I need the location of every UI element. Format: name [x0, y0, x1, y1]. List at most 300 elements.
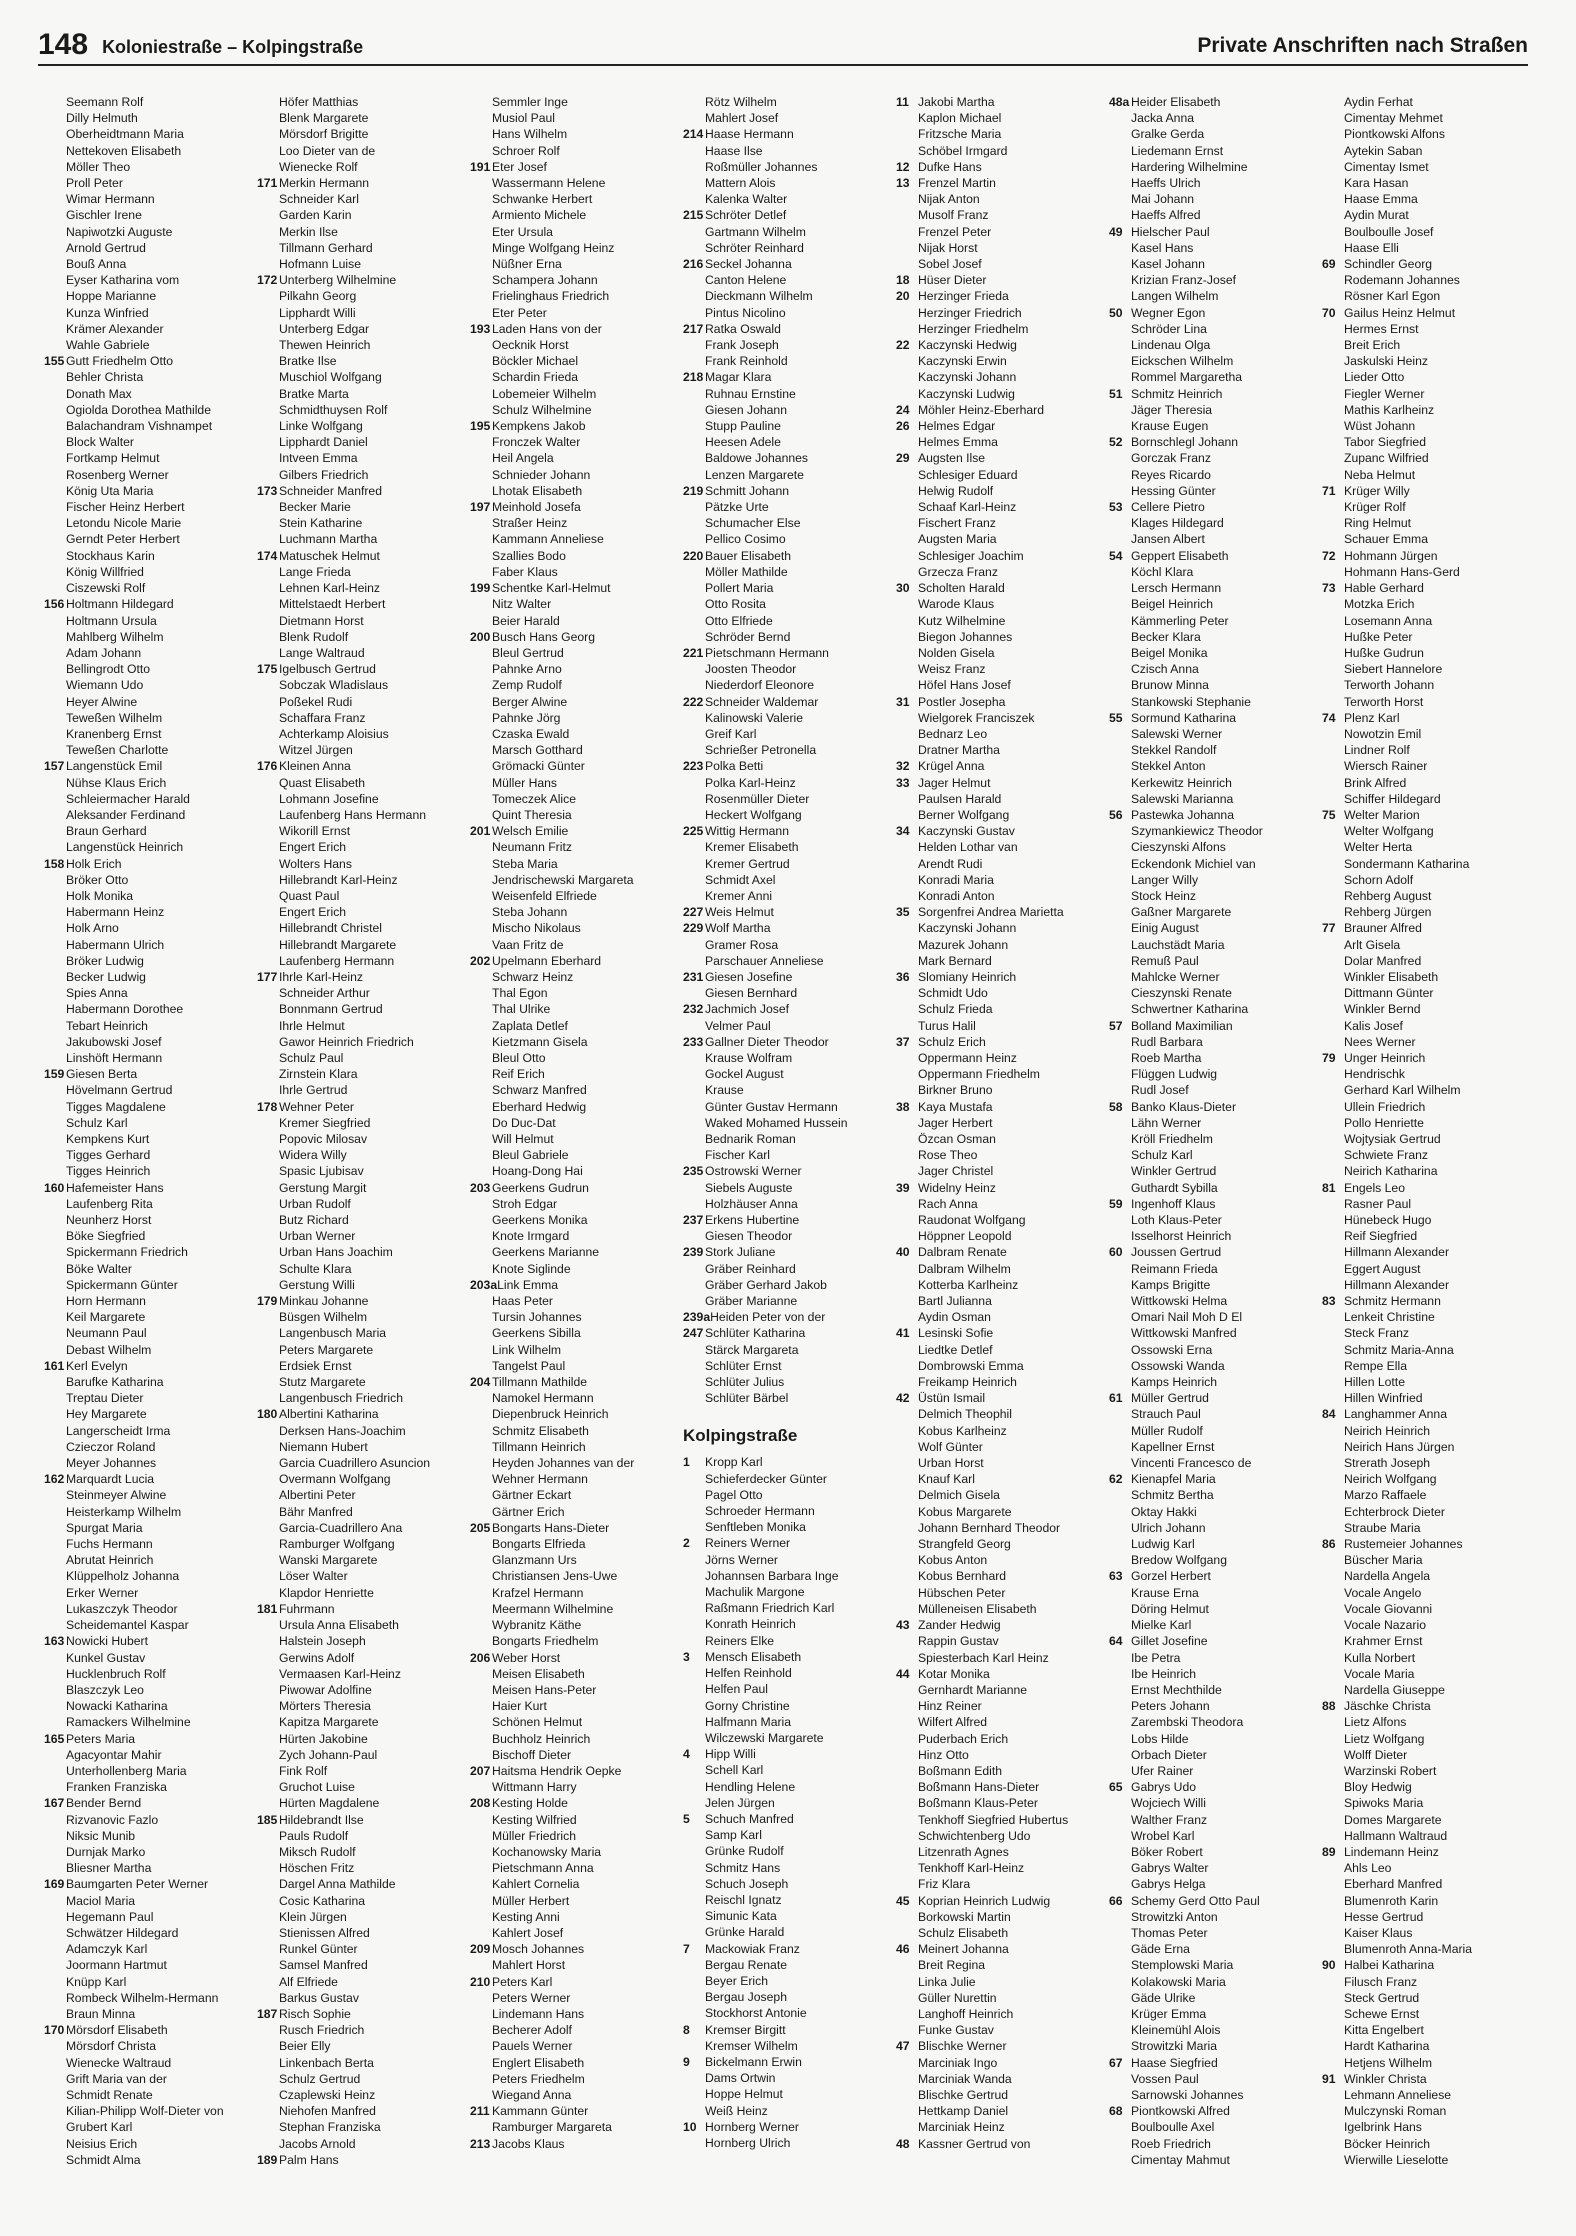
resident-name: Mörsdorf Brigitte	[279, 127, 369, 142]
resident-name: Link Emma	[497, 1277, 559, 1292]
resident-entry	[470, 726, 683, 742]
resident-entry	[1322, 1293, 1534, 1309]
resident-entry	[683, 2103, 896, 2119]
resident-name: Hüser Dieter	[918, 273, 987, 288]
house-number: 219	[683, 483, 704, 498]
resident-name: Scholten Harald	[918, 581, 1005, 596]
resident-entry	[44, 1536, 257, 1552]
resident-name: Vocale Nazario	[1344, 1618, 1426, 1633]
resident-entry	[1322, 1099, 1534, 1115]
resident-name: Holtmann Ursula	[66, 613, 157, 628]
resident-entry	[44, 1325, 257, 1341]
resident-name: Rötz Wilhelm	[705, 95, 777, 109]
resident-name: Neirich Katharina	[1344, 1164, 1438, 1179]
resident-entry	[1322, 256, 1534, 272]
house-number: 201	[470, 824, 491, 839]
resident-entry	[470, 1795, 683, 1811]
resident-name: Risch Sophie	[279, 2006, 351, 2021]
resident-entry	[896, 629, 1109, 645]
resident-name: Dargel Anna Mathilde	[279, 1877, 396, 1892]
resident-name: Jacobs Arnold	[279, 2136, 356, 2151]
resident-name: Langenstück Emil	[66, 759, 163, 774]
resident-name: Schmidt Axel	[705, 872, 776, 887]
directory-column	[683, 94, 896, 2224]
resident-entry	[1322, 613, 1534, 629]
resident-name: Jelen Jürgen	[705, 1795, 775, 1810]
resident-name: Piontkowski Alfred	[1131, 2104, 1230, 2119]
resident-name: Bongarts Hans-Dieter	[492, 1520, 610, 1535]
resident-name: Schmitt Johann	[705, 483, 790, 498]
resident-entry	[896, 386, 1109, 402]
resident-entry	[683, 159, 896, 175]
resident-entry	[896, 207, 1109, 223]
resident-name: Postler Josepha	[918, 694, 1006, 709]
resident-entry	[44, 710, 257, 726]
resident-entry	[44, 1374, 257, 1390]
resident-name: Behler Christa	[66, 370, 144, 385]
resident-entry	[44, 888, 257, 904]
resident-name: Boulboulle Josef	[1344, 224, 1434, 239]
resident-name: Jakubowski Josef	[66, 1034, 162, 1049]
house-number: 65	[1109, 1780, 1123, 1795]
house-number: 3	[683, 1649, 690, 1664]
resident-name: Johannsen Barbara Inge	[705, 1568, 839, 1583]
resident-name: Kremser Birgitt	[705, 2022, 786, 2037]
resident-name: Engert Erich	[279, 905, 347, 920]
resident-entry	[896, 402, 1109, 418]
resident-name: Mosch Johannes	[492, 1942, 585, 1957]
resident-name: Proll Peter	[66, 176, 123, 191]
resident-entry	[683, 1163, 896, 1179]
resident-name: Hable Gerhard	[1344, 581, 1424, 596]
resident-entry	[257, 1650, 470, 1666]
resident-name: Kietzmann Gisela	[492, 1034, 588, 1049]
resident-entry	[683, 434, 896, 450]
house-number: 45	[896, 1893, 910, 1908]
resident-name: Blischke Werner	[918, 2039, 1007, 2054]
resident-entry	[896, 1099, 1109, 1115]
resident-name: Unterberg Edgar	[279, 321, 370, 336]
resident-entry	[683, 1600, 896, 1616]
resident-name: Winkler Bernd	[1344, 1002, 1421, 1017]
resident-name: Kerkewitz Heinrich	[1131, 775, 1232, 790]
resident-entry	[44, 2103, 257, 2119]
resident-entry	[1109, 677, 1322, 693]
resident-entry	[470, 1617, 683, 1633]
house-number: 48a	[1109, 95, 1130, 109]
resident-entry	[1322, 1763, 1534, 1779]
resident-name: Wolf Martha	[705, 921, 771, 936]
resident-name: Güller Nurettin	[918, 1990, 997, 2005]
resident-entry	[470, 1180, 683, 1196]
house-number: 88	[1322, 1699, 1336, 1714]
resident-entry	[683, 1196, 896, 1212]
resident-entry	[1109, 1001, 1322, 1017]
resident-entry	[896, 1293, 1109, 1309]
resident-name: Wienecke Waltraud	[66, 2055, 172, 2070]
resident-entry	[1322, 2136, 1534, 2152]
resident-entry	[1109, 1325, 1322, 1341]
house-number: 217	[683, 321, 704, 336]
resident-entry	[1109, 1828, 1322, 1844]
resident-entry	[683, 1277, 896, 1293]
resident-name: Rusch Friedrich	[279, 2023, 365, 2038]
resident-name: Laufenberg Hans Hermann	[279, 807, 427, 822]
resident-entry	[896, 1487, 1109, 1503]
resident-name: Bickelmann Erwin	[705, 2054, 802, 2069]
resident-entry	[683, 207, 896, 223]
resident-entry	[683, 1228, 896, 1244]
resident-name: Dittmann Günter	[1344, 986, 1434, 1001]
resident-name: Beyer Erich	[705, 1973, 768, 1988]
resident-entry	[1322, 564, 1534, 580]
resident-name: Rasner Paul	[1344, 1196, 1412, 1211]
resident-entry	[470, 1374, 683, 1390]
resident-entry	[896, 256, 1109, 272]
resident-name: Meinert Johanna	[918, 1942, 1009, 1957]
resident-entry	[44, 1001, 257, 1017]
resident-name: Spurgat Maria	[66, 1520, 143, 1535]
resident-entry	[257, 1406, 470, 1422]
resident-entry	[683, 1957, 896, 1973]
resident-entry	[44, 531, 257, 547]
resident-name: Lersch Hermann	[1131, 581, 1222, 596]
house-number: 225	[683, 824, 704, 839]
resident-name: Grömacki Günter	[492, 759, 585, 774]
resident-name: Özcan Osman	[918, 1132, 996, 1146]
resident-name: Spiesterbach Karl Heinz	[918, 1650, 1049, 1665]
resident-name: Bleul Gabriele	[492, 1148, 569, 1163]
resident-name: Terworth Horst	[1344, 694, 1424, 709]
resident-entry	[257, 920, 470, 936]
resident-entry	[1322, 904, 1534, 920]
resident-entry	[896, 175, 1109, 191]
resident-entry	[1109, 807, 1322, 823]
resident-entry	[683, 337, 896, 353]
resident-name: Adam Johann	[66, 645, 142, 660]
resident-entry	[683, 1989, 896, 2005]
resident-name: Eggert August	[1344, 1261, 1421, 1276]
house-number: 205	[470, 1520, 491, 1535]
resident-entry	[44, 434, 257, 450]
resident-name: Quast Paul	[279, 888, 340, 903]
resident-name: Holtmann Hildegard	[66, 597, 174, 612]
resident-name: Rizvanovic Fazlo	[66, 1812, 159, 1827]
resident-name: Wiemann Udo	[66, 678, 144, 693]
resident-name: Müller Hans	[492, 775, 558, 790]
resident-name: Zemp Rudolf	[492, 678, 562, 693]
resident-entry	[896, 888, 1109, 904]
resident-name: Waked Mohamed Hussein	[705, 1115, 848, 1130]
resident-entry	[896, 1552, 1109, 1568]
resident-name: Bauer Elisabeth	[705, 548, 792, 563]
resident-name: Schmidt Renate	[66, 2087, 153, 2102]
resident-name: Barufke Katharina	[66, 1375, 164, 1390]
house-number: 22	[896, 338, 910, 353]
resident-entry	[896, 1455, 1109, 1471]
resident-entry	[1322, 1325, 1534, 1341]
resident-entry	[683, 1746, 896, 1762]
resident-entry	[683, 742, 896, 758]
resident-entry	[1109, 1536, 1322, 1552]
resident-entry	[44, 694, 257, 710]
resident-name: Wikorill Ernst	[279, 824, 351, 839]
resident-name: Weber Horst	[492, 1650, 561, 1665]
resident-entry	[896, 1876, 1109, 1892]
resident-entry	[257, 515, 470, 531]
resident-entry	[470, 402, 683, 418]
resident-entry	[896, 1180, 1109, 1196]
resident-entry	[470, 483, 683, 499]
resident-name: Neirich Hans Jürgen	[1344, 1439, 1455, 1454]
resident-name: Lobs Hilde	[1131, 1731, 1189, 1746]
house-number: 175	[257, 662, 278, 677]
resident-name: Roßmüller Johannes	[705, 159, 818, 174]
resident-name: Upelmann Eberhard	[492, 953, 602, 968]
resident-entry	[257, 305, 470, 321]
resident-entry	[1109, 515, 1322, 531]
resident-entry	[470, 1293, 683, 1309]
resident-name: Velmer Paul	[705, 1018, 771, 1033]
resident-name: Heider Elisabeth	[1131, 95, 1221, 109]
resident-entry	[683, 969, 896, 985]
resident-entry	[470, 694, 683, 710]
resident-entry	[683, 645, 896, 661]
resident-name: Welsch Emilie	[492, 824, 569, 839]
resident-entry	[257, 1196, 470, 1212]
resident-entry	[896, 645, 1109, 661]
resident-entry	[257, 548, 470, 564]
resident-entry	[683, 483, 896, 499]
resident-name: Nowicki Hubert	[66, 1634, 148, 1649]
house-number: 200	[470, 629, 491, 644]
resident-name: Link Wilhelm	[492, 1342, 562, 1357]
resident-entry	[1322, 1876, 1534, 1892]
resident-name: Ulrich Johann	[1131, 1520, 1206, 1535]
resident-entry	[1109, 2055, 1322, 2071]
resident-entry	[470, 434, 683, 450]
resident-name: Will Helmut	[492, 1132, 554, 1146]
resident-name: Koprian Heinrich Ludwig	[918, 1893, 1051, 1908]
resident-name: Arnold Gertrud	[66, 240, 146, 255]
resident-name: Dratner Martha	[918, 743, 1000, 758]
resident-name: Gräber Reinhard	[705, 1261, 796, 1276]
resident-entry	[1109, 1309, 1322, 1325]
resident-name: Gorzel Herbert	[1131, 1569, 1211, 1584]
house-number: 31	[896, 694, 910, 709]
resident-name: Fritzsche Maria	[918, 127, 1002, 142]
resident-entry	[257, 1050, 470, 1066]
resident-entry	[1109, 1617, 1322, 1633]
resident-name: Kamps Heinrich	[1131, 1375, 1218, 1390]
resident-entry	[896, 580, 1109, 596]
resident-entry	[257, 2103, 470, 2119]
resident-entry	[470, 207, 683, 223]
resident-entry	[44, 1698, 257, 1714]
resident-entry	[470, 969, 683, 985]
resident-name: Helden Lothar van	[918, 840, 1018, 855]
resident-name: Kasel Hans	[1131, 240, 1194, 255]
resident-entry	[1109, 1244, 1322, 1260]
resident-name: Habermann Heinz	[66, 905, 165, 920]
resident-name: Tursin Johannes	[492, 1310, 582, 1325]
resident-entry	[1109, 369, 1322, 385]
resident-entry	[470, 386, 683, 402]
resident-name: Walther Franz	[1131, 1812, 1208, 1827]
resident-name: Ibe Heinrich	[1131, 1666, 1197, 1681]
house-number: 4	[683, 1747, 690, 1762]
house-number: 176	[257, 759, 278, 774]
resident-name: Nardella Angela	[1344, 1569, 1431, 1584]
resident-entry	[683, 2005, 896, 2021]
resident-name: Popovic Milosav	[279, 1132, 368, 1146]
resident-name: Helmes Emma	[918, 435, 998, 450]
resident-entry	[470, 580, 683, 596]
resident-entry	[44, 159, 257, 175]
resident-name: Ihrle Gertrud	[279, 1083, 348, 1098]
resident-entry	[1109, 920, 1322, 936]
resident-entry	[1322, 1552, 1534, 1568]
resident-entry	[257, 1568, 470, 1584]
resident-name: Strangfeld Georg	[918, 1537, 1011, 1552]
resident-entry	[470, 1358, 683, 1374]
resident-name: Mahlert Horst	[492, 1958, 566, 1973]
resident-name: Frank Reinhold	[705, 354, 788, 369]
resident-entry	[1109, 937, 1322, 953]
resident-entry	[1322, 742, 1534, 758]
resident-name: Quint Theresia	[492, 807, 572, 822]
resident-name: Wybranitz Käthe	[492, 1618, 582, 1633]
resident-entry	[470, 1342, 683, 1358]
resident-entry	[896, 1650, 1109, 1666]
resident-entry	[683, 758, 896, 774]
resident-entry	[683, 1293, 896, 1309]
resident-name: Krüger Emma	[1131, 2006, 1207, 2021]
resident-name: Hillmann Alexander	[1344, 1277, 1450, 1292]
resident-entry	[1109, 2103, 1322, 2119]
resident-name: Igelbrink Hans	[1344, 2120, 1422, 2135]
resident-name: Linka Julie	[918, 1974, 976, 1989]
resident-entry	[44, 1342, 257, 1358]
resident-name: Jacka Anna	[1131, 111, 1195, 126]
resident-entry	[470, 175, 683, 191]
resident-name: Eter Peter	[492, 305, 547, 320]
resident-entry	[257, 1487, 470, 1503]
resident-name: Simunic Kata	[705, 1909, 777, 1924]
resident-entry	[1322, 1941, 1534, 1957]
resident-entry	[896, 1957, 1109, 1973]
resident-entry	[1322, 240, 1534, 256]
resident-entry	[896, 2119, 1109, 2135]
resident-entry	[683, 888, 896, 904]
resident-entry	[1322, 434, 1534, 450]
resident-name: Langhammer Anna	[1344, 1407, 1447, 1422]
resident-entry	[1322, 1455, 1534, 1471]
resident-name: Schiffer Hildegard	[1344, 791, 1441, 806]
resident-name: Knüpp Karl	[66, 1974, 127, 1989]
resident-entry	[44, 1714, 257, 1730]
resident-entry	[44, 1082, 257, 1098]
resident-name: Dolar Manfred	[1344, 953, 1422, 968]
resident-name: Lietz Alfons	[1344, 1715, 1407, 1730]
resident-entry	[257, 564, 470, 580]
resident-entry	[470, 321, 683, 337]
resident-entry	[257, 1844, 470, 1860]
resident-entry	[683, 1698, 896, 1714]
resident-name: Englert Elisabeth	[492, 2055, 585, 2070]
resident-entry	[683, 531, 896, 547]
resident-name: Salewski Marianna	[1131, 791, 1234, 806]
resident-name: Krause Wolfram	[705, 1050, 793, 1065]
house-number: 89	[1322, 1844, 1336, 1859]
resident-entry	[1109, 1633, 1322, 1649]
resident-entry	[470, 1941, 683, 1957]
resident-entry	[1322, 1812, 1534, 1828]
resident-name: Weis Helmut	[705, 905, 774, 920]
resident-entry	[1109, 1682, 1322, 1698]
resident-name: Rehberg August	[1344, 888, 1432, 903]
resident-name: Bornschlegl Johann	[1131, 435, 1239, 450]
resident-name: Kesting Wilfried	[492, 1812, 577, 1827]
resident-name: Rösner Karl Egon	[1344, 289, 1441, 304]
house-number: 26	[896, 419, 910, 434]
resident-entry	[683, 1941, 896, 1957]
resident-entry	[683, 467, 896, 483]
resident-entry	[896, 710, 1109, 726]
resident-entry	[470, 224, 683, 240]
house-number: 11	[896, 95, 909, 109]
resident-entry	[683, 1212, 896, 1228]
resident-name: Ostrowski Werner	[705, 1164, 802, 1179]
resident-name: Tillmann Heinrich	[492, 1439, 586, 1454]
resident-name: Beier Elly	[279, 2039, 331, 2054]
resident-name: Haeffs Ulrich	[1131, 176, 1201, 191]
resident-name: Gabrys Walter	[1131, 1861, 1209, 1876]
resident-entry	[896, 677, 1109, 693]
resident-name: Merkin Hermann	[279, 176, 370, 191]
resident-name: Hillebrandt Karl-Heinz	[279, 872, 398, 887]
resident-name: Wojtysiak Gertrud	[1344, 1132, 1441, 1146]
resident-name: Balachandram Vishnampet	[66, 419, 213, 434]
resident-entry	[1322, 1893, 1534, 1909]
resident-entry	[1109, 1050, 1322, 1066]
resident-name: Schlüter Bärbel	[705, 1391, 789, 1406]
resident-entry	[683, 1779, 896, 1795]
resident-entry	[470, 159, 683, 175]
resident-name: Heyer Alwine	[66, 694, 138, 709]
resident-name: Gärtner Erich	[492, 1504, 565, 1519]
resident-entry	[683, 94, 896, 110]
resident-entry	[470, 1633, 683, 1649]
resident-entry	[1109, 402, 1322, 418]
directory-column	[1109, 94, 1322, 2224]
resident-entry	[44, 1650, 257, 1666]
resident-entry	[1322, 1228, 1534, 1244]
resident-name: Schaffara Franz	[279, 710, 366, 725]
resident-name: Kaiser Klaus	[1344, 1925, 1413, 1940]
resident-entry	[257, 1261, 470, 1277]
resident-name: Hübschen Peter	[918, 1585, 1006, 1600]
resident-entry	[683, 386, 896, 402]
resident-name: Gerstung Willi	[279, 1277, 355, 1292]
resident-entry	[683, 775, 896, 791]
resident-entry	[44, 1244, 257, 1260]
resident-entry	[44, 418, 257, 434]
resident-name: Wehner Peter	[279, 1099, 354, 1114]
resident-entry	[896, 1601, 1109, 1617]
resident-name: Franken Franziska	[66, 1780, 167, 1795]
resident-name: Hardering Wilhelmine	[1131, 159, 1248, 174]
